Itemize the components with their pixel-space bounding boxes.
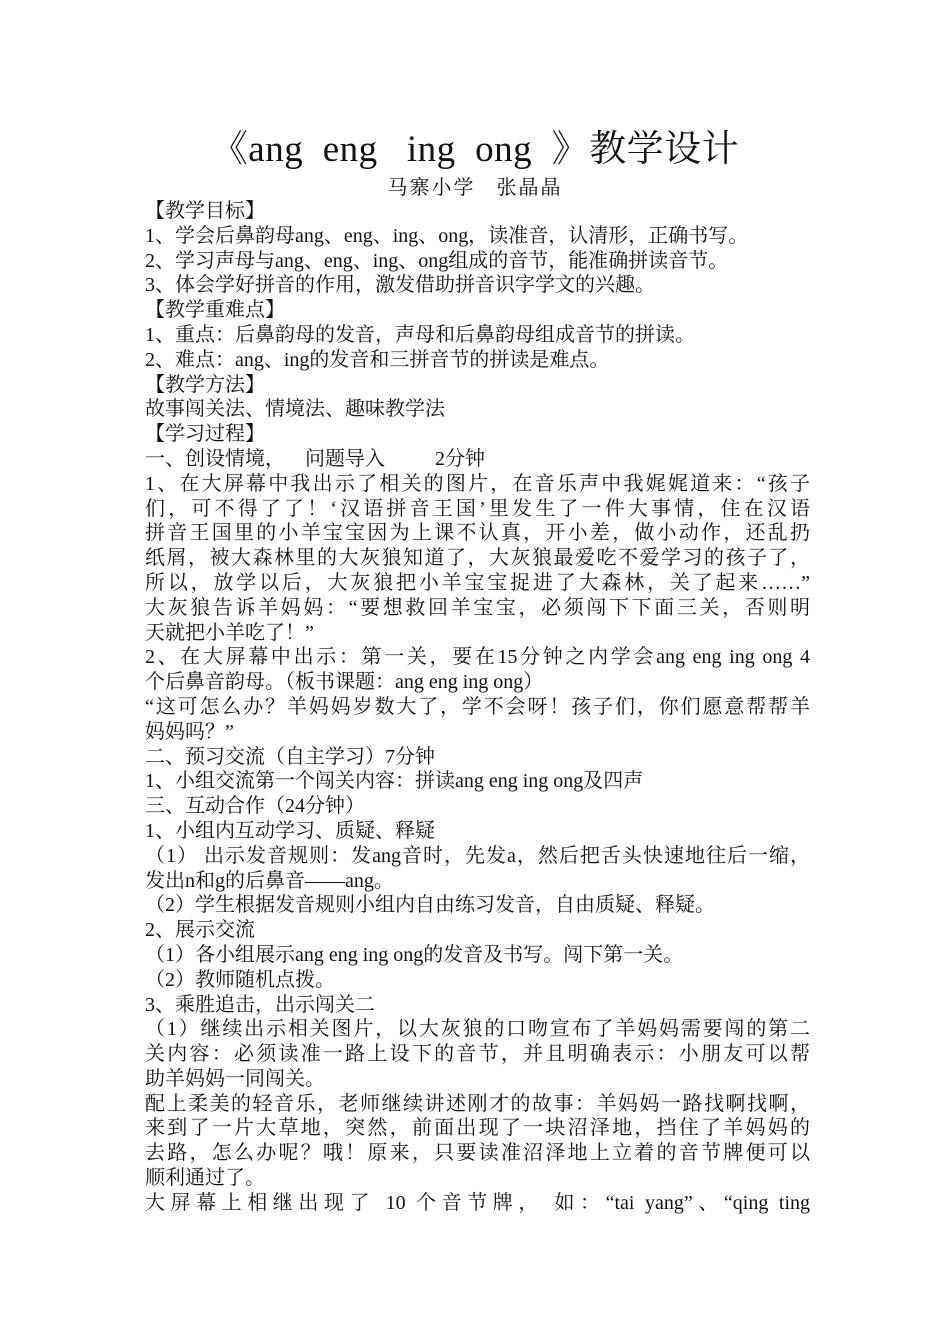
- body-line: 【教学重难点】: [145, 299, 285, 322]
- body-line: 3、乘胜追击，出示闯关二: [145, 993, 375, 1016]
- body-line: 3、体会学好拼音的作用，激发借助拼音识字学文的兴趣。: [145, 274, 655, 297]
- body-line: 大屏幕上相继出现了 10 个音节牌， 如：“tai yang”、“qing ting: [145, 1191, 810, 1214]
- body-line: 【学习过程】: [145, 423, 265, 446]
- body-line: 1、小组交流第一个闯关内容：拼读ang eng ing ong及四声: [145, 770, 644, 793]
- body-line: 二、预习交流（自主学习）7分钟: [145, 745, 435, 768]
- body-line: 天就把小羊吃了！”: [145, 621, 314, 644]
- document-author: 马寨小学 张晶晶: [387, 177, 563, 199]
- body-line: 2、学习声母与ang、eng、ing、ong组成的音节，能准确拼读音节。: [145, 249, 729, 272]
- body-line: 们，可不得了了！‘汉语拼音王国’里发生了一件大事情，住在汉语: [145, 497, 810, 520]
- body-line: 妈妈吗？”: [145, 720, 234, 743]
- body-line: 1、小组内互动学习、质疑、释疑: [145, 819, 435, 842]
- body-line: 配上柔美的轻音乐，老师继续讲述刚才的故事：羊妈妈一路找啊找啊，: [145, 1092, 810, 1115]
- body-line: 个后鼻音韵母。（板书课题：ang eng ing ong）: [145, 671, 544, 694]
- body-line: 2、难点：ang、ing的发音和三拼音节的拼读是难点。: [145, 348, 610, 371]
- body-line: （1）各小组展示ang eng ing ong的发音及书写。闯下第一关。: [145, 943, 684, 966]
- body-line: 助羊妈妈一同闯关。: [145, 1067, 325, 1090]
- body-line: 三、互动合作（24分钟）: [145, 795, 365, 818]
- body-line: 【教学方法】: [145, 373, 265, 396]
- body-line: “这可怎么办？羊妈妈岁数大了，学不会呀！孩子们，你们愿意帮帮羊: [145, 695, 810, 718]
- body-line: 纸屑，被大森林里的大灰狼知道了，大灰狼最爱吃不爱学习的孩子了，: [145, 547, 810, 570]
- body-line: （1）继续出示相关图片，以大灰狼的口吻宣布了羊妈妈需要闯的第二: [145, 1018, 810, 1041]
- body-line: 所以，放学以后，大灰狼把小羊宝宝捉进了大森林，关了起来……”: [145, 571, 810, 594]
- body-line: 拼音王国里的小羊宝宝因为上课不认真，开小差，做小动作，还乱扔: [145, 522, 810, 545]
- body-line: 2、在大屏幕中出示：第一关，要在15分钟之内学会ang eng ing ong 4: [145, 646, 810, 669]
- document-body: [145, 199, 810, 1216]
- body-line: 一、创设情境， 问题导入 2分钟: [145, 447, 485, 470]
- body-line: 去路，怎么办呢？哦！原来，只要读准沼泽地上立着的音节牌便可以: [145, 1142, 810, 1165]
- body-line: 来到了一片大草地，突然，前面出现了一块沼泽地，挡住了羊妈妈的: [145, 1117, 810, 1140]
- body-line: 1、重点：后鼻韵母的发音，声母和后鼻韵母组成音节的拼读。: [145, 323, 695, 346]
- document-title: 《ang eng ing ong 》教学设计: [210, 129, 740, 170]
- body-line: 1、学会后鼻韵母ang、eng、ing、ong，读准音，认清形，正确书写。: [145, 224, 749, 247]
- body-line: （2）学生根据发音规则小组内自由练习发音，自由质疑、释疑。: [145, 894, 715, 917]
- body-line: 顺利通过了。: [145, 1167, 265, 1190]
- body-line: 关内容：必须读准一路上设下的音节，并且明确表示：小朋友可以帮: [145, 1043, 810, 1066]
- body-line: 2、展示交流: [145, 919, 255, 942]
- body-line: 【教学目标】: [145, 200, 265, 222]
- body-line: 发出n和g的后鼻音——ang。: [145, 869, 394, 892]
- body-line: （1） 出示发音规则：发ang音时，先发a，然后把舌头快速地往后一缩，: [145, 844, 810, 867]
- body-line: 故事闯关法、情境法、趣味教学法: [145, 398, 445, 421]
- body-line: 1、在大屏幕中我出示了相关的图片，在音乐声中我娓娓道来：“孩子: [145, 472, 810, 495]
- body-line: （2）教师随机点拨。: [145, 968, 335, 991]
- body-line: 大灰狼告诉羊妈妈：“要想救回羊宝宝，必须闯下下面三关，否则明: [145, 596, 810, 619]
